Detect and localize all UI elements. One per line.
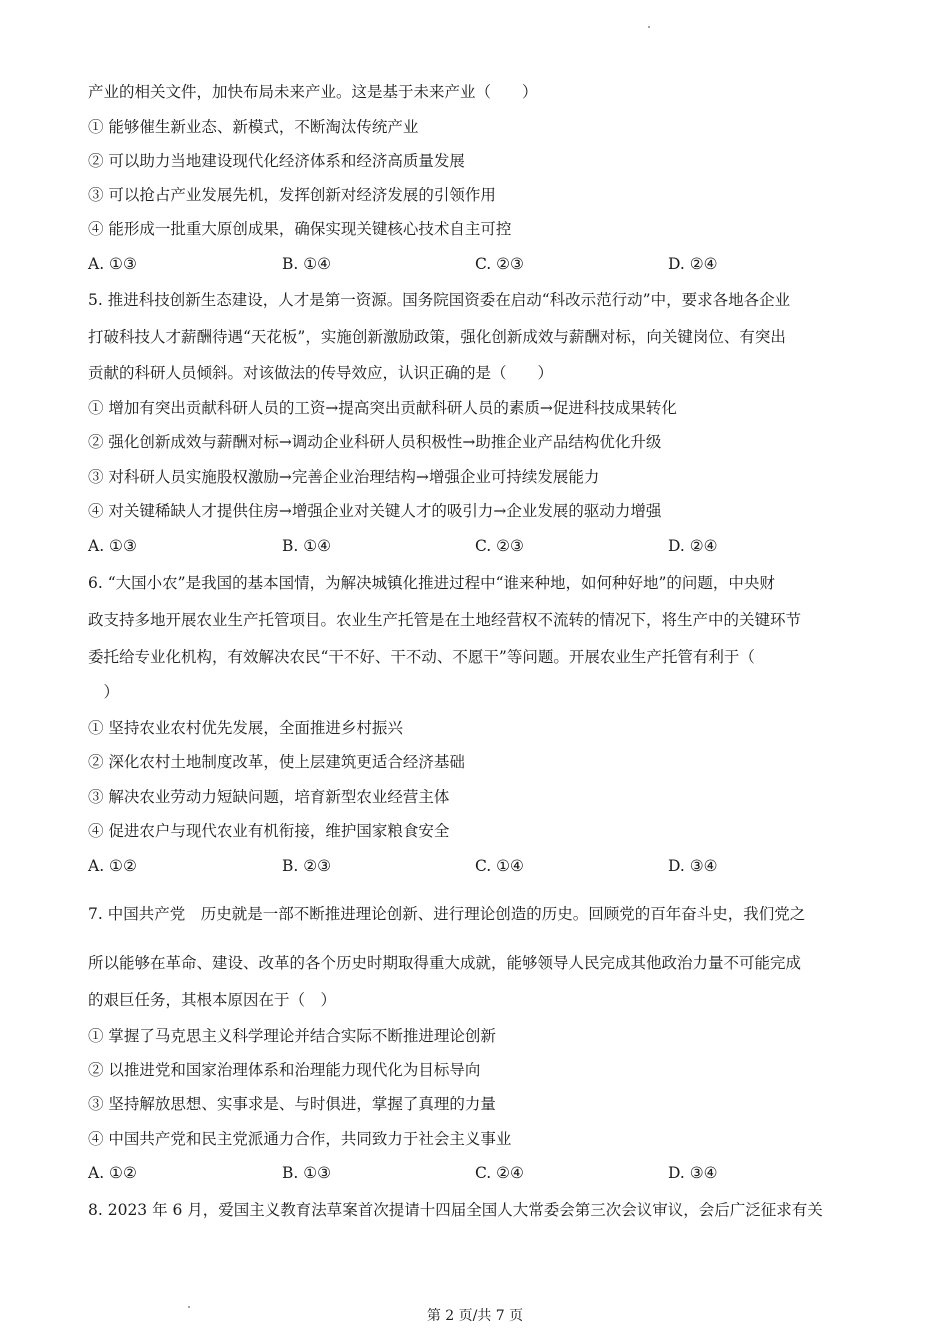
q4-statement-2: ② 可以助力当地建设现代化经济体系和经济高质量发展: [88, 152, 465, 170]
option-a[interactable]: A. ①③: [88, 255, 137, 273]
option-a[interactable]: A. ①②: [88, 1164, 137, 1182]
q5-statement-1: ① 增加有突出贡献科研人员的工资→提高突出贡献科研人员的素质→促进科技成果转化: [88, 399, 677, 417]
q5-stem-line-1: 5. 推进科技创新生态建设，人才是第一资源。国务院国资委在启动“科改示范行动”中，要求各地各企业: [88, 291, 791, 309]
q6-options: [88, 856, 868, 876]
q7-options: [88, 1163, 868, 1183]
q8-stem-line-1: 8. 2023 年 6 月，爱国主义教育法草案首次提请十四届全国人大常委会第三次会议审议，会后广泛征求有关: [88, 1201, 823, 1219]
q5-options: [88, 536, 868, 556]
q6-stem-line-2: 政支持多地开展农业生产托管项目。农业生产托管是在土地经营权不流转的情况下，将生产中的关键环节: [88, 611, 802, 629]
q6-statement-4: ④ 促进农户与现代农业有机衔接，维护国家粮食安全: [88, 822, 450, 840]
q6-statement-3: ③ 解决农业劳动力短缺问题，培育新型农业经营主体: [88, 788, 450, 806]
q6-statement-1: ① 坚持农业农村优先发展，全面推进乡村振兴: [88, 719, 403, 737]
q6-stem-line-4: ）: [88, 683, 120, 701]
page-footer: 第 2 页/共 7 页: [426, 1308, 524, 1324]
option-c[interactable]: C. ②④: [475, 1164, 524, 1182]
q4-options: [88, 254, 868, 274]
option-d[interactable]: D. ③④: [668, 1164, 718, 1182]
q7-statement-1: ① 掌握了马克思主义科学理论并结合实际不断推进理论创新: [88, 1027, 496, 1045]
option-b[interactable]: B. ①④: [282, 255, 332, 273]
option-d[interactable]: D. ③④: [668, 857, 718, 875]
q4-statement-1: ① 能够催生新业态、新模式，不断淘汰传统产业: [88, 118, 419, 136]
scan-dot: [648, 26, 650, 28]
q7-stem-line-3: 的艰巨任务，其根本原因在于（ ）: [88, 991, 337, 1009]
q5-stem-line-2: 打破科技人才薪酬待遇“天花板”，实施创新激励政策，强化创新成效与薪酬对标，向关键岗位、有突出: [88, 328, 786, 346]
q4-statement-4: ④ 能形成一批重大原创成果，确保实现关键核心技术自主可控: [88, 220, 512, 238]
q5-statement-3: ③ 对科研人员实施股权激励→完善企业治理结构→增强企业可持续发展能力: [88, 468, 600, 486]
option-c[interactable]: C. ②③: [475, 537, 524, 555]
q4-stem-continued: 产业的相关文件，加快布局未来产业。这是基于未来产业（ ）: [88, 83, 538, 101]
option-a[interactable]: A. ①②: [88, 857, 137, 875]
option-b[interactable]: B. ①③: [282, 1164, 332, 1182]
q7-statement-3: ③ 坚持解放思想、实事求是、与时俱进，掌握了真理的力量: [88, 1095, 496, 1113]
q7-stem-line-1: 7. 中国共产党 历史就是一部不断推进理论创新、进行理论创造的历史。回顾党的百年奋斗史，我们党之: [88, 905, 806, 923]
q4-statement-3: ③ 可以抢占产业发展先机，发挥创新对经济发展的引领作用: [88, 186, 496, 204]
option-d[interactable]: D. ②④: [668, 255, 718, 273]
q7-statement-4: ④ 中国共产党和民主党派通力合作，共同致力于社会主义事业: [88, 1130, 512, 1148]
option-b[interactable]: B. ①④: [282, 537, 332, 555]
q5-statement-2: ② 强化创新成效与薪酬对标→调动企业科研人员积极性→助推企业产品结构优化升级: [88, 433, 662, 451]
option-a[interactable]: A. ①③: [88, 537, 137, 555]
option-b[interactable]: B. ②③: [282, 857, 332, 875]
q6-stem-line-3: 委托给专业化机构，有效解决农民“干不好、干不动、不愿干”等问题。开展农业生产托管有利于（: [88, 648, 755, 666]
q7-stem-line-2: 所以能够在革命、建设、改革的各个历史时期取得重大成就，能够领导人民完成其他政治力量不可能完成: [88, 954, 802, 972]
option-c[interactable]: C. ②③: [475, 255, 524, 273]
q5-stem-line-3: 贡献的科研人员倾斜。对该做法的传导效应，认识正确的是（ ）: [88, 364, 554, 382]
q6-statement-2: ② 深化农村土地制度改革，使上层建筑更适合经济基础: [88, 753, 465, 771]
q7-statement-2: ② 以推进党和国家治理体系和治理能力现代化为目标导向: [88, 1061, 481, 1079]
q6-stem-line-1: 6. “大国小农”是我国的基本国情，为解决城镇化推进过程中“谁来种地，如何种好地”的问题，中央财: [88, 574, 775, 592]
option-d[interactable]: D. ②④: [668, 537, 718, 555]
option-c[interactable]: C. ①④: [475, 857, 524, 875]
q5-statement-4: ④ 对关键稀缺人才提供住房→增强企业对关键人才的吸引力→企业发展的驱动力增强: [88, 502, 662, 520]
